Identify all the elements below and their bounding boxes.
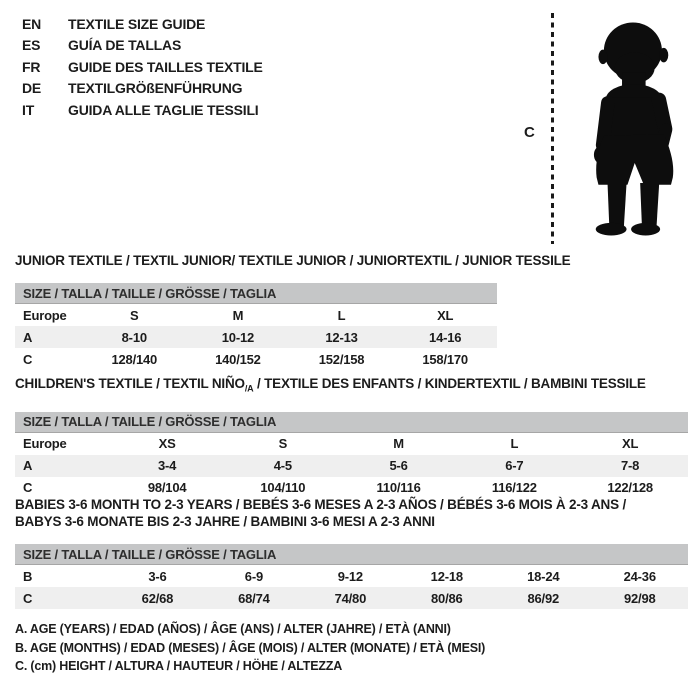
size-value-cell: S [130, 307, 139, 323]
size-table-junior [15, 283, 497, 370]
section-title-line [15, 252, 688, 269]
size-value-cell: S [278, 436, 288, 452]
size-value-cell: 12-13 [325, 329, 358, 345]
size-value-cell: 4-5 [273, 458, 292, 474]
language-code: IT [22, 101, 35, 118]
language-code: EN [22, 15, 42, 32]
section-title [15, 252, 688, 269]
footnote: A. AGE (YEARS) / EDAD (AÑOS) / ÂGE (ANS) / ALTER (JAHRE) / ETÀ (ANNI) [15, 622, 451, 636]
footnote: C. (cm) HEIGHT / ALTURA / HAUTEUR / HÖHE / ALTEZZA [15, 659, 343, 673]
table-row [15, 326, 497, 348]
size-value-cell: 92/98 [623, 590, 656, 606]
footnotes [15, 620, 485, 676]
size-value-cell: 152/158 [318, 351, 365, 367]
title-text: CHILDREN'S TEXTILE / TEXTIL NIÑO [15, 376, 245, 391]
size-value-cell: 98/104 [147, 480, 187, 496]
size-value-cell: 14-16 [429, 329, 462, 345]
row-label: C [23, 351, 33, 367]
size-value-cell: 24-36 [623, 568, 656, 584]
section-title-line [15, 513, 688, 530]
row-label: C [23, 590, 33, 606]
size-value-cell: 116/122 [491, 480, 537, 496]
language-code: DE [22, 80, 42, 97]
size-value-cell: 10-12 [221, 329, 255, 345]
table-row [15, 455, 688, 477]
title-text: BABYS 3-6 MONATE BIS 2-3 JAHRE / BAMBINI 3-6 MESI A 2-3 ANNI [15, 514, 435, 529]
size-header-cell: SIZE / TALLA / TAILLE / GRÖSSE / TAGLIA [15, 544, 688, 565]
toddler-figure [520, 8, 700, 248]
size-value-cell: 110/116 [376, 480, 421, 496]
size-value-cell: 3-4 [157, 458, 177, 474]
size-value-cell: L [510, 436, 519, 452]
language-row [22, 99, 263, 121]
guide-title: GUÍA DE TALLAS [68, 37, 182, 54]
size-value-cell: 140/152 [215, 351, 261, 367]
guide-title: TEXTILE SIZE GUIDE [68, 15, 206, 32]
language-code: FR [22, 58, 41, 75]
size-value-cell: XS [158, 436, 176, 452]
size-value-cell: 104/110 [260, 480, 306, 496]
table-row [15, 304, 497, 327]
size-value-cell: 8-10 [121, 329, 147, 345]
row-label: Europe [23, 307, 67, 323]
section-title [15, 375, 688, 398]
size-value-cell: L [337, 307, 346, 323]
guide-title: GUIDA ALLE TAGLIE TESSILI [68, 101, 259, 118]
section-title-line [15, 375, 688, 398]
size-table-children [15, 412, 688, 499]
table-row [15, 587, 688, 609]
size-value-cell: M [232, 307, 244, 323]
size-value-cell: 122/128 [607, 480, 653, 496]
section-3 [15, 496, 688, 609]
section-1 [15, 252, 688, 370]
size-value-cell: 9-12 [337, 568, 363, 584]
size-table-babies [15, 544, 688, 609]
title-text: JUNIOR TEXTILE / TEXTIL JUNIOR/ TEXTILE JUNIOR / JUNIORTEXTIL / JUNIOR TESSILE [15, 253, 571, 268]
size-value-cell: 3-6 [148, 568, 167, 584]
height-measure-line [551, 13, 554, 244]
row-label: B [23, 568, 33, 584]
footnote: B. AGE (MONTHS) / EDAD (MESES) / ÂGE (MOIS) / ALTER (MONATE) / ETÀ (MESI) [15, 640, 486, 655]
row-label: C [23, 480, 33, 496]
table-row [15, 565, 688, 588]
size-value-cell: 74/80 [334, 590, 367, 606]
size-value-cell: 7-8 [621, 458, 640, 474]
size-value-cell: 5-6 [389, 458, 408, 474]
section-title-line [15, 496, 688, 513]
language-row [22, 78, 263, 100]
table-header-row [15, 283, 497, 304]
section-title [15, 496, 688, 530]
language-row [22, 13, 263, 35]
row-label: A [23, 458, 33, 474]
height-measure-label: C [524, 124, 535, 141]
size-value-cell: XL [437, 307, 454, 323]
size-value-cell: 12-18 [430, 568, 463, 584]
section-2 [15, 375, 688, 499]
language-code: ES [22, 37, 41, 54]
table-row [15, 432, 688, 455]
language-row [22, 35, 263, 57]
size-header-cell: SIZE / TALLA / TAILLE / GRÖSSE / TAGLIA [15, 412, 688, 433]
size-value-cell: 68/74 [238, 590, 270, 606]
size-value-cell: 86/92 [527, 590, 560, 606]
table-row [15, 348, 497, 370]
size-value-cell: 158/170 [422, 351, 468, 367]
title-text: /A [244, 383, 254, 394]
row-label: Europe [23, 436, 67, 452]
guide-title: GUIDE DES TAILLES TEXTILE [68, 58, 263, 75]
size-value-cell: M [393, 436, 404, 452]
language-row [22, 56, 263, 78]
row-label: A [23, 329, 33, 345]
size-value-cell: 80/86 [431, 590, 463, 606]
title-text: BABIES 3-6 MONTH TO 2-3 YEARS / BEBÉS 3-6 MESES A 2-3 AÑOS / BÉBÉS 3-6 MOIS À 2-3 ANS / [15, 497, 626, 512]
size-value-cell: XL [622, 436, 639, 452]
size-value-cell: 6-9 [244, 568, 263, 584]
table-header-row [15, 544, 688, 565]
size-value-cell: 18-24 [527, 568, 560, 584]
size-value-cell: 62/68 [141, 590, 174, 606]
size-value-cell: 128/140 [111, 351, 158, 367]
size-header-cell: SIZE / TALLA / TAILLE / GRÖSSE / TAGLIA [15, 283, 497, 304]
language-title-list [22, 13, 263, 121]
title-text: / TEXTILE DES ENFANTS / KINDERTEXTIL / BAMBINI TESSILE [253, 376, 646, 391]
size-value-cell: 6-7 [505, 458, 524, 474]
table-header-row [15, 412, 688, 433]
toddler-silhouette-icon [564, 10, 700, 248]
guide-title: TEXTILGRÖßENFÜHRUNG [68, 80, 243, 97]
